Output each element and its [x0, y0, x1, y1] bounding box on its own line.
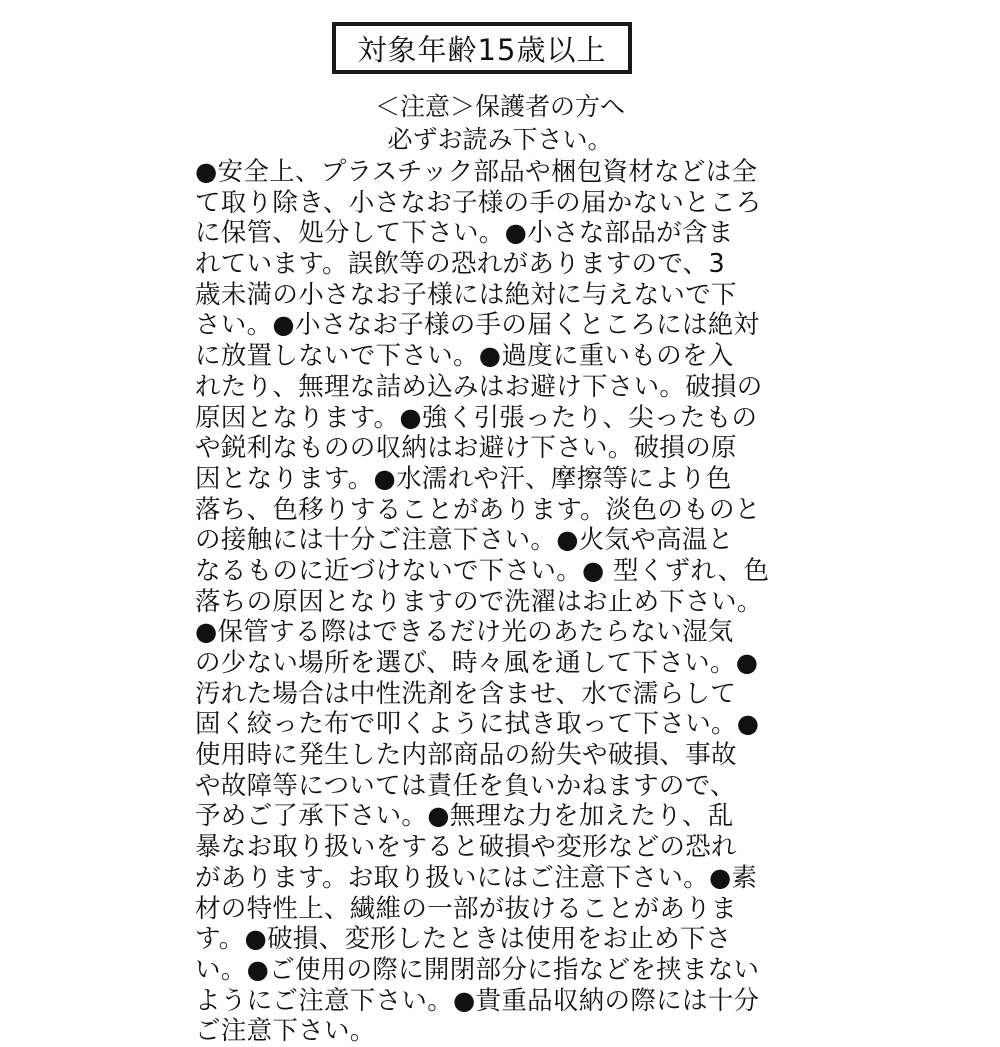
caution-text-line: があります。お取り扱いにはご注意下さい。●素	[195, 862, 758, 893]
caution-text-line: ようにご注意下さい。●貴重品収納の際には十分	[195, 985, 760, 1016]
notice-subheading: 必ずお読み下さい。	[387, 125, 613, 154]
caution-text-line: ●保管する際はできるだけ光のあたらない湿気	[195, 617, 734, 648]
caution-text-line: なるものに近づけないで下さい。● 型くずれ、色	[195, 555, 770, 586]
caution-text-line: に保管、処分して下さい。●小さな部品が含ま	[195, 218, 734, 249]
caution-text-line: 使用時に発生した内部商品の紛失や破損、事故	[195, 740, 737, 771]
caution-text-line: 歳未満の小さなお子様には絶対に与えないで下	[195, 279, 737, 310]
caution-text-line: れています。誤飲等の恐れがありますので、3	[195, 249, 725, 280]
caution-text-line: に放置しないで下さい。●過度に重いものを入	[195, 341, 734, 372]
caution-text-line: の少ない場所を選び、時々風を通して下さい。●	[195, 648, 759, 678]
caution-text-line: の接触には十分ご注意下さい。●火気や高温と	[195, 525, 734, 556]
caution-text-line: や鋭利なものの収納はお避け下さい。破損の原	[195, 433, 737, 464]
caution-text-line: 汚れた場合は中性洗剤を含ませ、水で濡らして	[195, 678, 737, 709]
caution-text-line: や故障等については責任を負いかねますので、	[195, 770, 736, 801]
caution-text-line: て取り除き、小さなお子様の手の届かないところ	[195, 187, 762, 218]
age-rating-box	[332, 22, 632, 74]
caution-text-line: 原因となります。●強く引張ったり、尖ったもの	[195, 402, 758, 433]
notice-heading: ＜注意＞保護者の方へ	[374, 92, 625, 121]
caution-text-line: れたり、無理な詰め込みはお避け下さい。破損の	[195, 371, 763, 402]
caution-text-line: 落ちの原因となりますので洗濯はお止め下さい。	[195, 586, 763, 617]
caution-text-line: ご注意下さい。	[195, 1016, 376, 1047]
caution-text-line: 落ち、色移りすることがあります。淡色のものと	[195, 494, 761, 525]
caution-text-line: 暴なお取り扱いをすると破損や変形などの恐れ	[195, 832, 737, 863]
caution-text-line: 材の特性上、繊維の一部が抜けることがありま	[195, 893, 737, 924]
caution-text-line: 固く絞った布で叩くように拭き取って下さい。●	[195, 709, 760, 740]
caution-text-line: す。●破損、変形したときは使用をお止め下さ	[195, 924, 732, 955]
caution-body	[195, 157, 795, 1047]
caution-text-line: 因となります。●水濡れや汗、摩擦等により色	[195, 463, 732, 494]
caution-text-line: 予めご了承下さい。●無理な力を加えたり、乱	[195, 801, 734, 832]
caution-text-line: い。●ご使用の際に開閉部分に指などを挟まない	[195, 954, 760, 985]
caution-text-line: さい。●小さなお子様の手の届くところには絶対	[195, 310, 760, 341]
caution-text-line: ●安全上、プラスチック部品や梱包資材などは全	[195, 157, 758, 187]
age-rating-label: 対象年齢15歳以上	[357, 32, 607, 67]
